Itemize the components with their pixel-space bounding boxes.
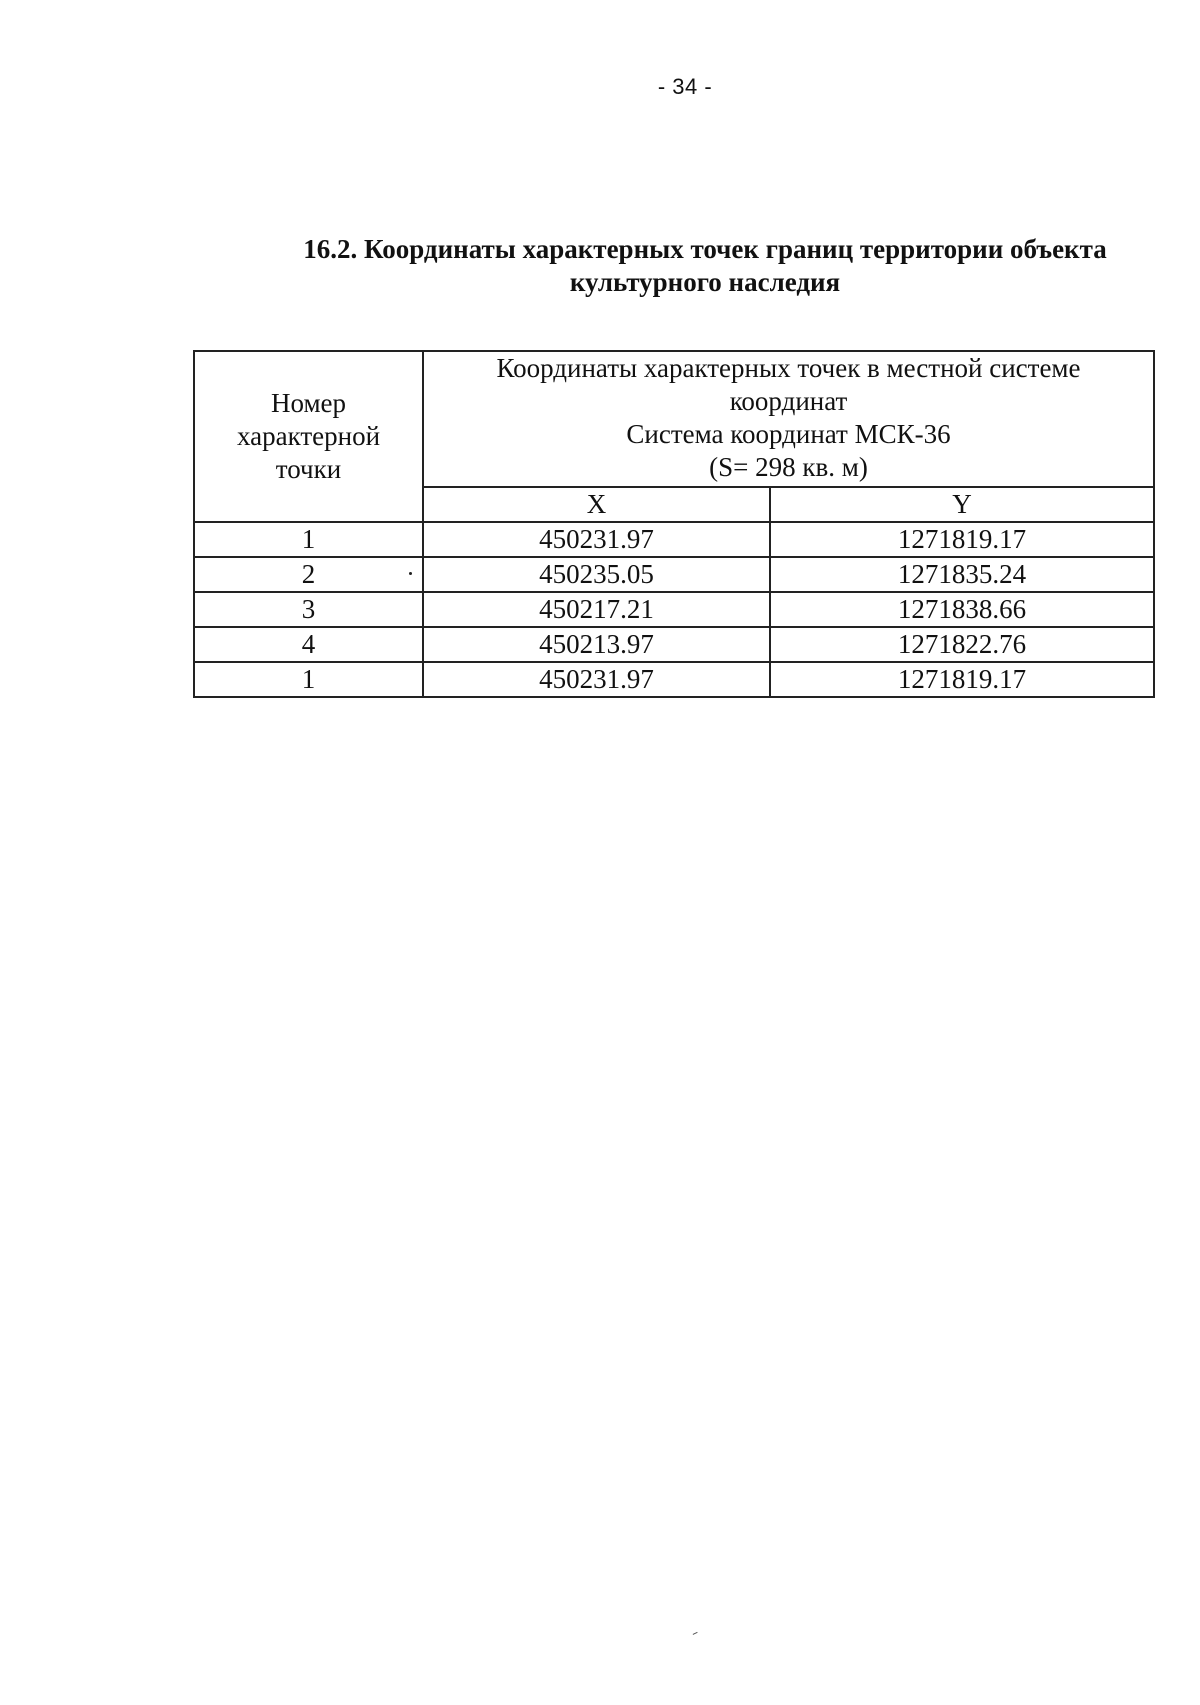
coordinate-system-header [423,351,1154,487]
table-row [194,522,1154,557]
page-number: - 34 - [657,74,713,99]
coordinate-system-header-line-4: (S= 298 кв. м) [709,452,868,482]
y-coordinate-cell: 1271835.24 [770,557,1154,592]
section-heading [250,233,1160,299]
coordinate-system-header-line-1: Координаты характерных точек в местной системе [496,353,1081,383]
x-coordinate-cell: 450217.21 [423,592,770,627]
coordinate-system-header-line-2: координат [729,386,848,416]
table-row [194,557,1154,592]
table-header-row [194,351,1154,487]
section-heading-line-2: культурного наследия [569,267,841,297]
table-row [194,627,1154,662]
point-number-cell: 2 [194,557,423,592]
table-row [194,592,1154,627]
point-number-header [194,351,423,522]
coordinate-system-header-line-3: Система координат МСК-36 [626,419,951,449]
point-number-header-line-3: точки [275,454,342,484]
section-heading-line-1: 16.2. Координаты характерных точек границ территории объекта [303,234,1107,264]
y-coordinate-cell: 1271838.66 [770,592,1154,627]
point-number-cell: 1 [194,522,423,557]
scan-mark [691,1629,697,1635]
y-coordinate-cell: 1271819.17 [770,522,1154,557]
point-number-cell: 1 [194,662,423,697]
point-number-header-line-1: Номер [270,388,347,418]
scan-speck [409,572,412,575]
x-coordinate-cell: 450231.97 [423,662,770,697]
point-number-cell: 3 [194,592,423,627]
y-coordinate-cell: 1271819.17 [770,662,1154,697]
x-coordinate-cell: 450213.97 [423,627,770,662]
coordinates-table [193,350,1155,698]
x-coordinate-cell: 450235.05 [423,557,770,592]
y-coordinate-cell: 1271822.76 [770,627,1154,662]
point-number-header-line-2: характерной [236,421,381,451]
point-number-cell: 4 [194,627,423,662]
x-coordinate-cell: 450231.97 [423,522,770,557]
table-row [194,662,1154,697]
x-column-header: X [423,487,770,522]
y-column-header: Y [770,487,1154,522]
